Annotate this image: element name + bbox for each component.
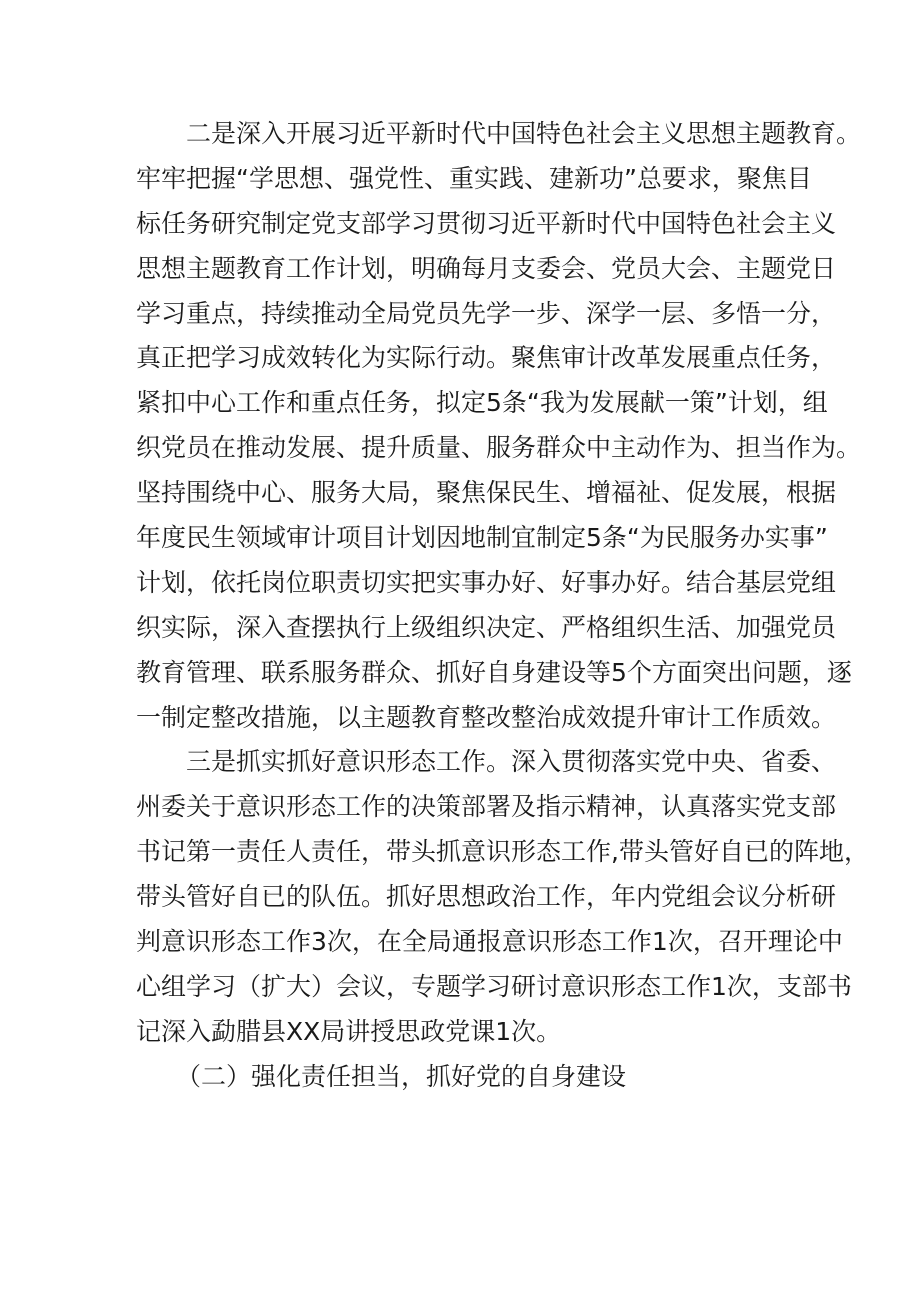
section-heading: （二）强化责任担当，抓好党的自身建设 xyxy=(176,1061,627,1091)
text-line: 标任务研究制定党支部学习贯彻习近平新时代中国特色社会主义 xyxy=(136,208,837,238)
text-line: 教育管理、联系服务群众、抓好自身建设等5个方面突出问题，逐 xyxy=(136,657,852,687)
text-line: 紧扣中心工作和重点任务，拟定5条“我为发展献一策”计划，组 xyxy=(136,388,828,418)
text-line: 思想主题教育工作计划，明确每月支委会、党员大会、主题党日 xyxy=(136,253,837,283)
text-line: 二是深入开展习近平新时代中国特色社会主义思想主题教育。 xyxy=(186,119,862,148)
text-line: 牢牢把握“学思想、强党性、重实践、建新功”总要求，聚焦目 xyxy=(136,163,812,193)
text-line: 织实际，深入查摆执行上级组织决定、严格组织生活、加强党员 xyxy=(136,612,837,642)
text-line: 三是抓实抓好意识形态工作。深入贯彻落实党中央、省委、 xyxy=(186,747,837,777)
text-line: 记深入勐腊县XX局讲授思政党课1次。 xyxy=(136,1016,562,1046)
text-line: 州委关于意识形态工作的决策部署及指示精神，认真落实党支部 xyxy=(136,792,837,822)
text-line: 判意识形态工作3次，在全局通报意识形态工作1次，召开理论中 xyxy=(136,927,843,957)
text-line: 坚持围绕中心、服务大局，聚焦保民生、增福祉、促发展，根据 xyxy=(136,478,837,508)
text-line: 心组学习（扩大）会议，专题学习研讨意识形态工作1次，支部书 xyxy=(136,971,852,1001)
text-line: 真正把学习成效转化为实际行动。聚焦审计改革发展重点任务， xyxy=(136,343,837,373)
text-line: 书记第一责任人责任，带头抓意识形态工作,带头管好自已的阵地， xyxy=(136,837,869,867)
text-line: 计划，依托岗位职责切实把实事办好、好事办好。结合基层党组 xyxy=(136,567,837,597)
paragraph-ideological-education xyxy=(136,112,862,740)
text-line: 学习重点，持续推动全局党员先学一步、深学一层、多悟一分， xyxy=(136,298,837,328)
paragraph-ideology-work xyxy=(136,740,869,1054)
text-line: 一制定整改措施，以主题教育整改整治成效提升审计工作质效。 xyxy=(136,702,837,732)
text-line: 带头管好自已的队伍。抓好思想政治工作，年内党组会议分析研 xyxy=(136,882,837,912)
document-body xyxy=(136,112,869,1100)
text-line: 织党员在推动发展、提升质量、服务群众中主动作为、担当作为。 xyxy=(136,433,862,463)
text-line: 年度民生领域审计项目计划因地制宜制定5条“为民服务办实事” xyxy=(136,523,828,553)
